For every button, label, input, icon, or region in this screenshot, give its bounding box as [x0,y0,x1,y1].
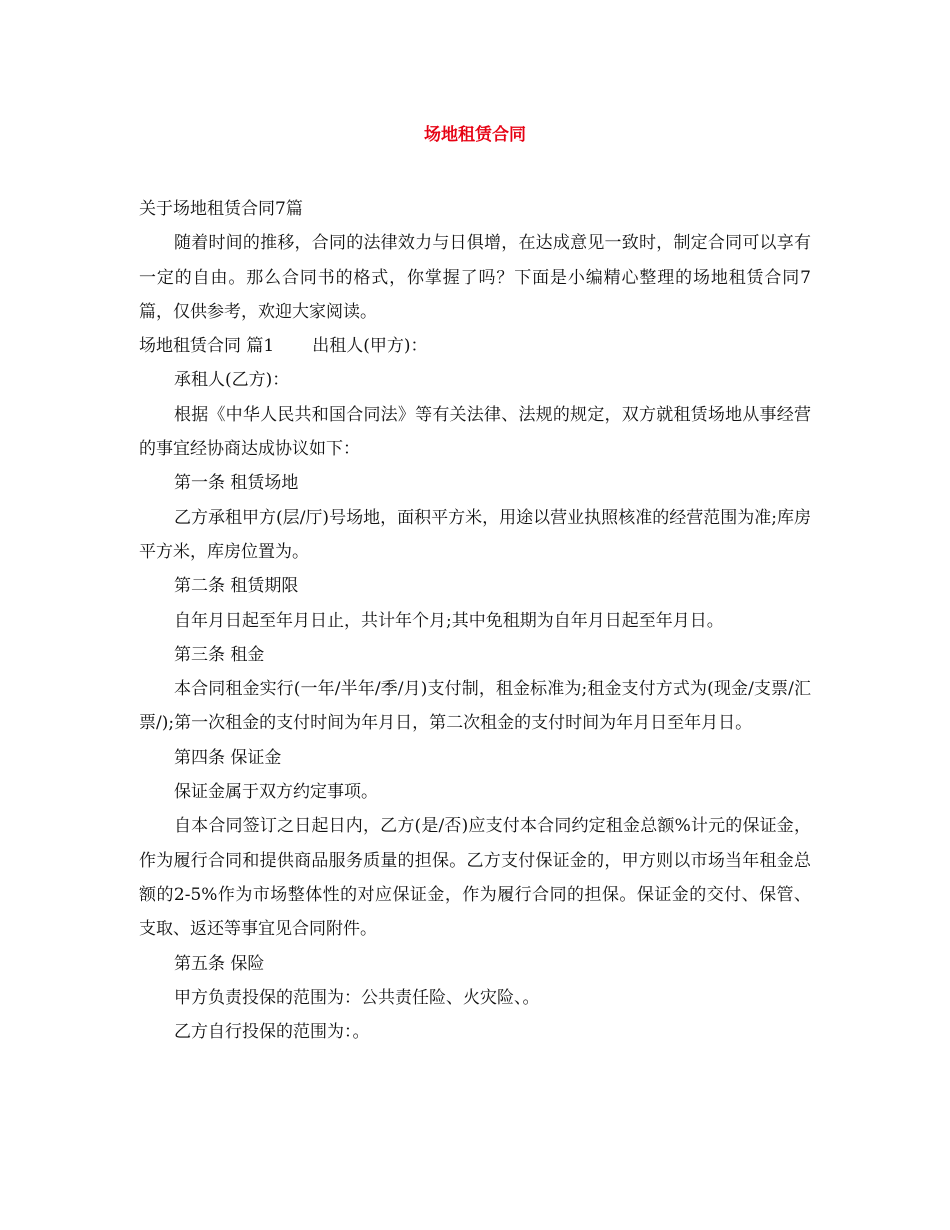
article-5-body-2: 乙方自行投保的范围为：。 [174,1022,370,1043]
article-2-heading: 第二条 租赁期限 [174,576,299,597]
section-heading: 场地租赁合同 篇1 [139,336,275,357]
document-title: 场地租赁合同 [424,125,526,145]
document-content [139,118,811,1049]
section-heading-line [139,329,811,363]
article-4-heading: 第四条 保证金 [174,747,282,768]
intro-paragraph: 随着时间的推移，合同的法律效力与日俱增，在达成意见一致时，制定合同可以享有一定的自由。那么合同书的格式，你掌握了吗？下面是小编精心整理的场地租赁合同7篇，仅供参考，欢迎大家阅读。 [139,233,811,322]
article-2-body: 自年月日起至年月日止，共计年个月;其中免租期为自年月日起至年月日。 [174,610,724,631]
article-4-body-1: 保证金属于双方约定事项。 [174,782,378,803]
article-5-body-1: 甲方负责投保的范围为：公共责任险、火灾险、。 [174,987,540,1008]
article-4-body-2: 自本合同签订之日起日内，乙方(是/否)应支付本合同约定租金总额%计元的保证金，作为履行合同和提供商品服务质量的担保。乙方支付保证金的，甲方则以市场当年租金总额的2-5%作为市场整体性的对应保证金，作为履行合同的担保。保证金的交付、保管、支取、返还等事宜见合同附件。 [139,816,811,940]
article-1-body: 乙方承租甲方(层/厅)号场地，面积平方米，用途以营业执照核准的经营范围为准;库房平方米，库房位置为。 [139,507,811,562]
article-3-body: 本合同租金实行(一年/半年/季/月)支付制，租金标准为;租金支付方式为(现金/支票/汇票/);第一次租金的支付时间为年月日，第二次租金的支付时间为年月日至年月日。 [139,679,811,734]
subtitle-line: 关于场地租赁合同7篇 [139,199,303,219]
preamble-paragraph: 根据《中华人民共和国合同法》等有关法律、法规的规定，双方就租赁场地从事经营的事宜经协商达成协议如下： [139,404,811,460]
article-1-heading: 第一条 租赁场地 [174,473,299,494]
lessee-label: 承租人(乙方)： [174,370,290,391]
article-5-heading: 第五条 保险 [174,953,265,974]
article-3-heading: 第三条 租金 [174,644,265,665]
lessor-label: 出租人(甲方)： [312,336,428,357]
